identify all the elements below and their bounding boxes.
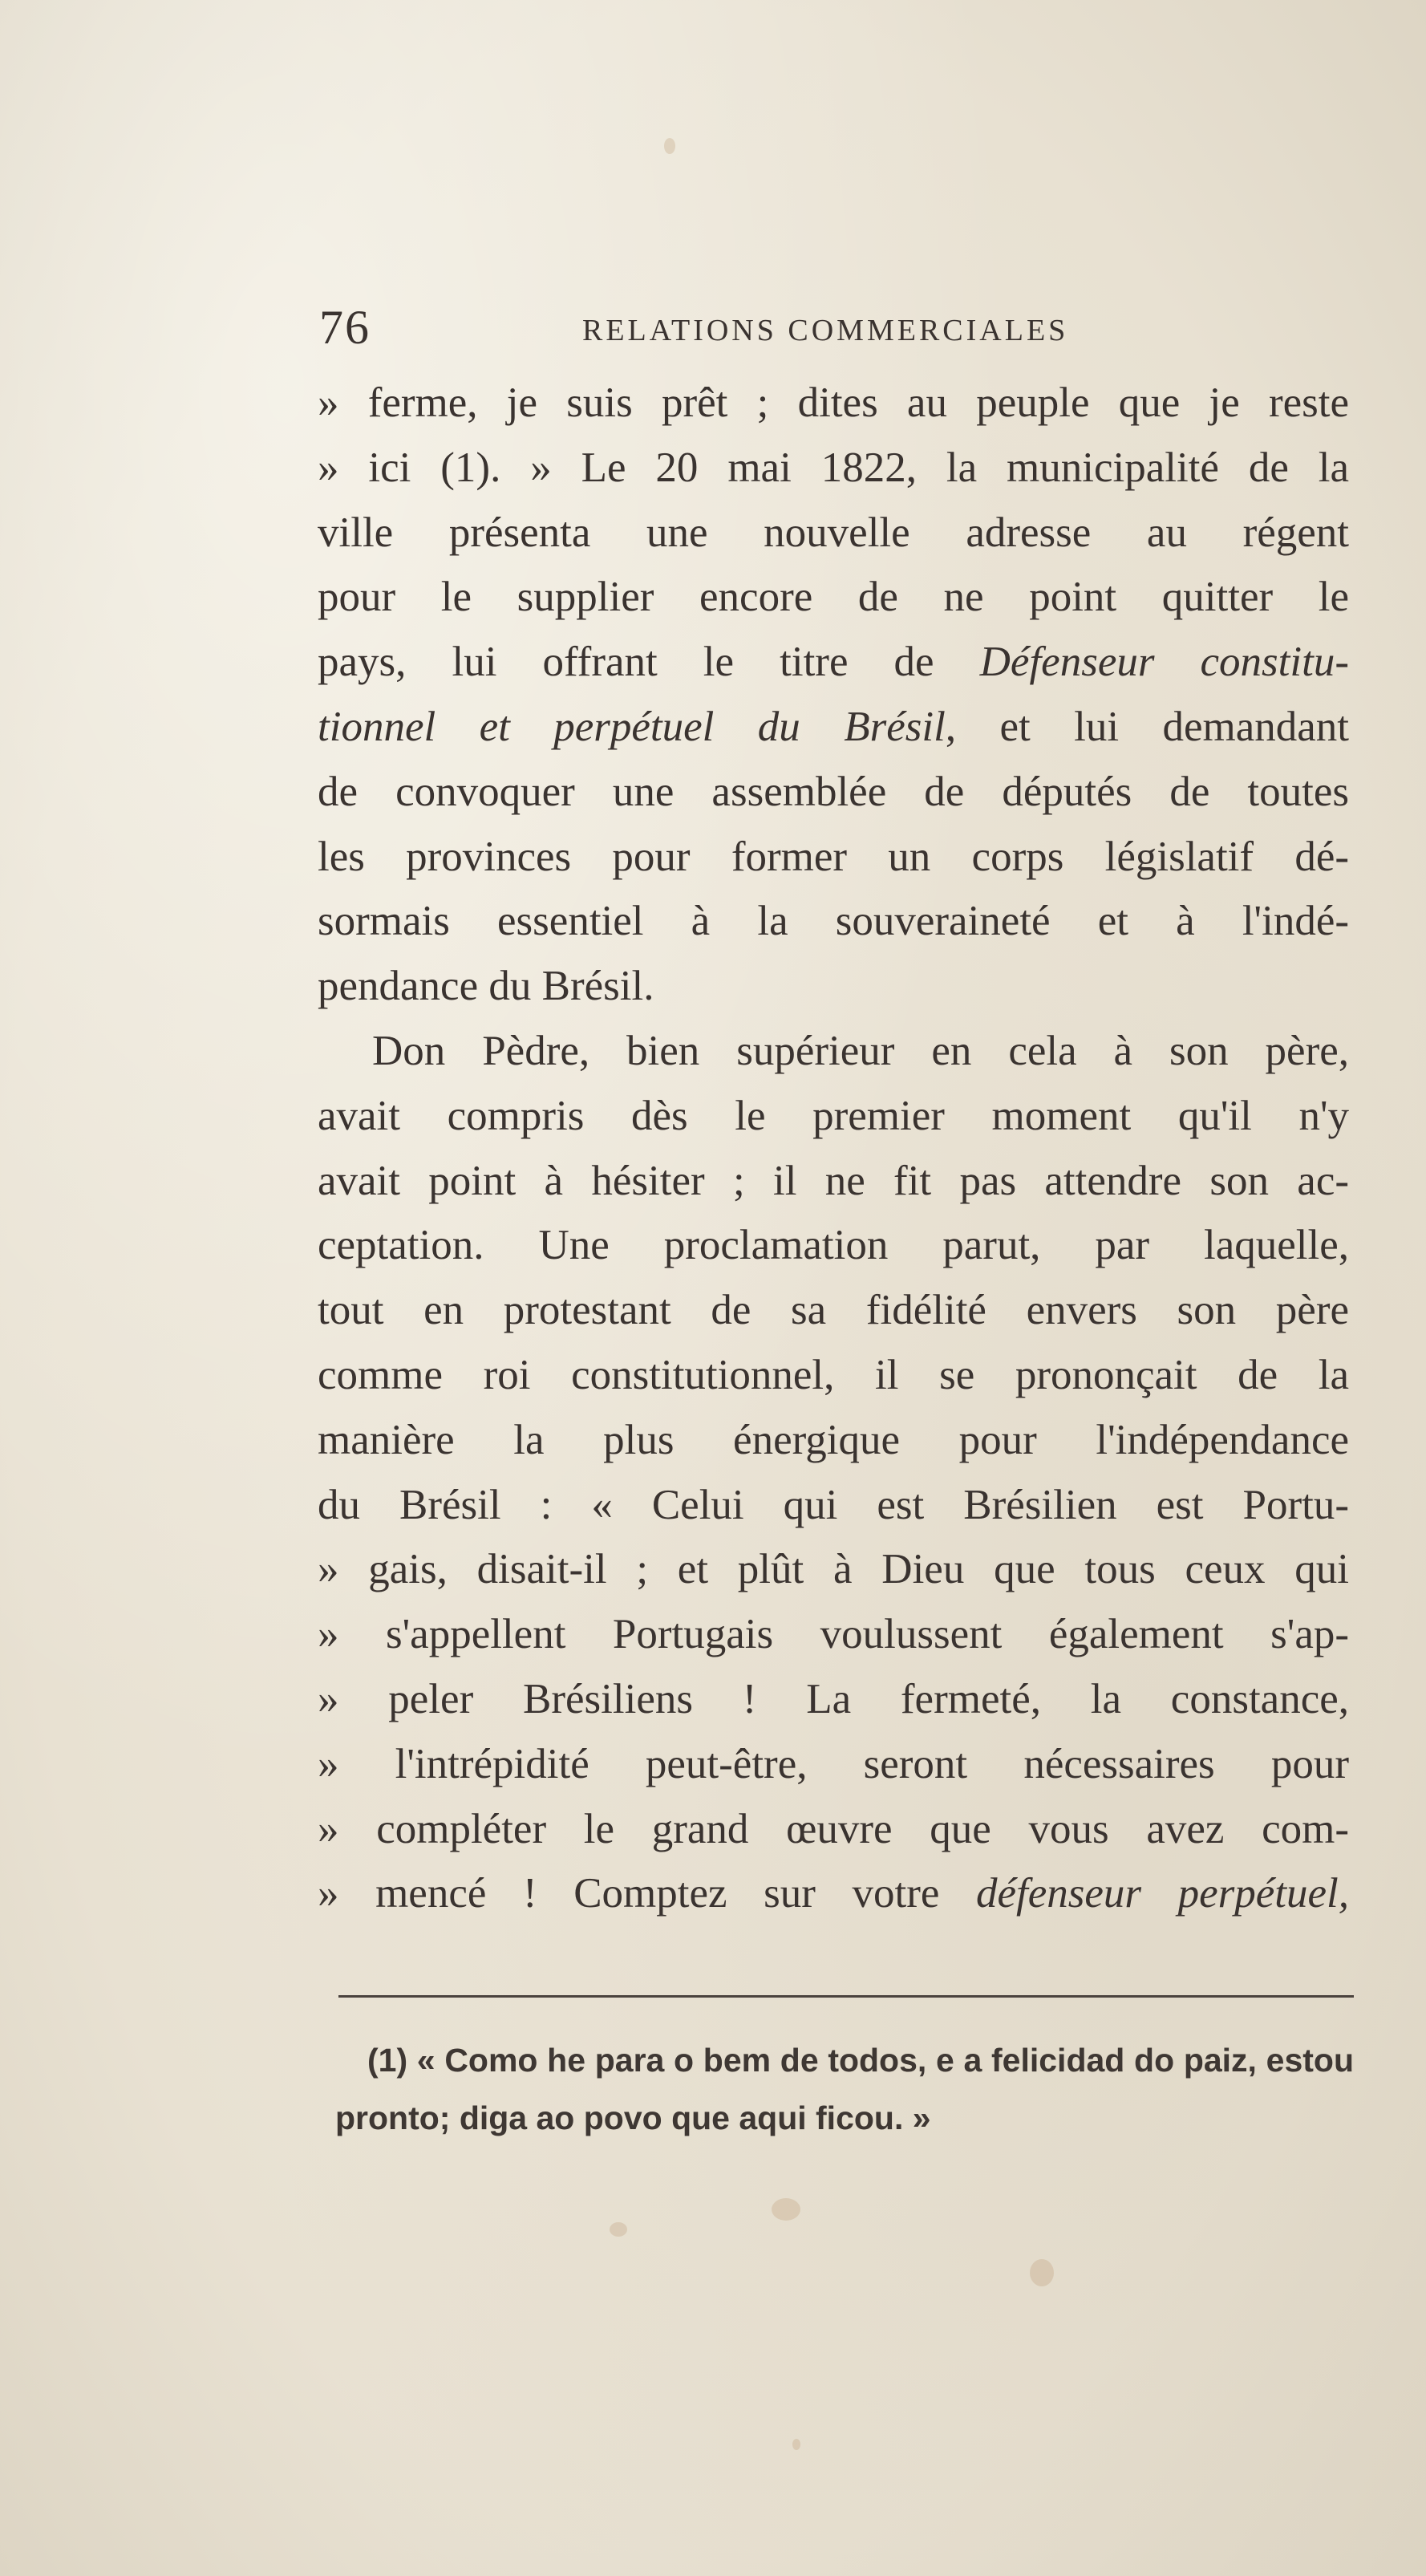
text-line: pour le supplier encore de ne point quitter le: [318, 574, 1349, 621]
text-line: du Brésil : « Celui qui est Brésilien est Portu-: [318, 1481, 1349, 1528]
footnote: [335, 2031, 1354, 2147]
text-segment: , et lui demandant: [945, 703, 1349, 750]
text-line: » compléter le grand œuvre que vous avez com-: [318, 1805, 1349, 1852]
text-line: » gais, disait-il ; et plût à Dieu que tous ceux qui: [318, 1546, 1349, 1593]
paper-stain: [772, 2198, 800, 2221]
text-segment: pays, lui offrant le titre de: [318, 639, 934, 686]
body-text: [318, 371, 1349, 1926]
footnote-divider: [338, 1995, 1354, 1998]
paper-stain: [664, 138, 675, 154]
text-line: avait point à hésiter ; il ne fit pas attendre son ac-: [318, 1157, 1349, 1204]
text-line: pendance du Brésil.: [318, 963, 654, 1010]
text-line: sormais essentiel à la souveraineté et à l'indé-: [318, 898, 1349, 945]
text-line: ville présenta une nouvelle adresse au régent: [318, 509, 1349, 556]
italic-phrase: tionnel et perpétuel du Brésil: [318, 703, 946, 750]
italic-phrase: Défenseur constitu-: [979, 639, 1349, 686]
text-segment: » mencé ! Comptez sur votre: [318, 1870, 940, 1917]
text-line: [318, 1861, 1349, 1926]
text-line: [318, 695, 1349, 760]
paper-stain: [1030, 2259, 1054, 2286]
text-line: » s'appellent Portugais voulussent également s'ap-: [318, 1611, 1349, 1658]
text-line: les provinces pour former un corps législatif dé-: [318, 833, 1349, 880]
running-title: RELATIONS COMMERCIALES: [582, 314, 1069, 347]
text-line: » ferme, je suis prêt ; dites au peuple que je reste: [318, 379, 1349, 426]
text-line: Don Pèdre, bien supérieur en cela à son père,: [372, 1027, 1349, 1074]
footnote-line: pronto; diga ao povo que aqui ficou. »: [335, 2099, 931, 2136]
text-line: de convoquer une assemblée de députés de toutes: [318, 768, 1349, 815]
text-line: » l'intrépidité peut-être, seront nécessaires pour: [318, 1740, 1349, 1787]
paper-stain: [610, 2222, 627, 2237]
text-line: » ici (1). » Le 20 mai 1822, la municipalité de la: [318, 444, 1349, 491]
text-line: avait compris dès le premier moment qu'il n'y: [318, 1092, 1349, 1139]
paper-stain: [792, 2439, 800, 2450]
italic-phrase: défenseur perpétuel,: [975, 1870, 1349, 1917]
text-line: tout en protestant de sa fidélité envers son père: [318, 1287, 1349, 1334]
text-line: manière la plus énergique pour l'indépendance: [318, 1416, 1349, 1463]
text-line: » peler Brésiliens ! La fermeté, la constance,: [318, 1675, 1349, 1722]
footnote-line: (1) « Como he para o bem de todos, e a felicidad do paiz, estou: [367, 2042, 1354, 2079]
text-line: ceptation. Une proclamation parut, par laquelle,: [318, 1222, 1349, 1269]
page-header: [319, 298, 1354, 363]
text-line: comme roi constitutionnel, il se prononçait de la: [318, 1351, 1349, 1398]
page-number: 76: [319, 301, 371, 354]
text-line: [318, 630, 1349, 695]
